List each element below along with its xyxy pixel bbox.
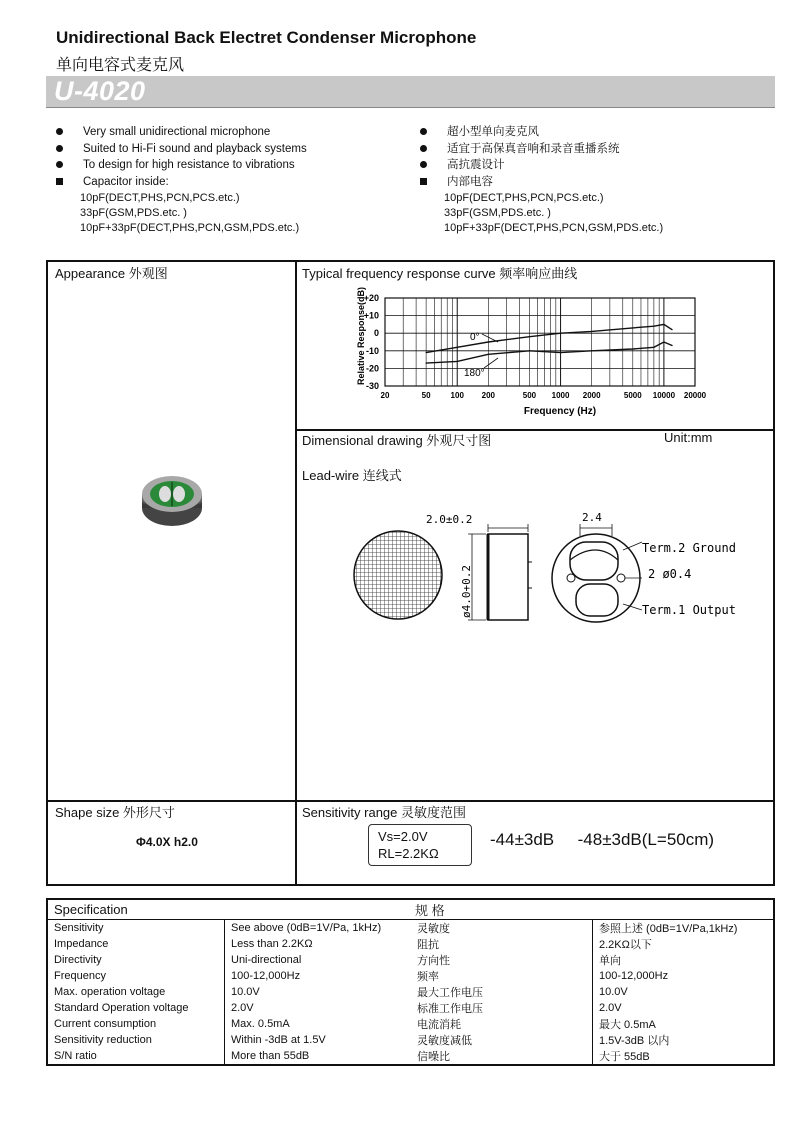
unit-label: Unit:mm xyxy=(664,430,713,445)
spec-name: Sensitivity reduction xyxy=(48,1032,225,1048)
sensitivity-range-label: Sensitivity range 灵敏度范围 xyxy=(302,805,466,820)
capacitor-option: 10pF+33pF(DECT,PHS,PCN,GSM,PDS.etc.) xyxy=(444,222,664,234)
lead-wire-label: Lead-wire 连线式 xyxy=(302,468,402,483)
chart-y-tick-label: -30 xyxy=(365,381,379,391)
chart-y-tick-label: +10 xyxy=(363,310,379,321)
chart-x-tick-label: 5000 xyxy=(623,391,642,400)
chart-data-point xyxy=(529,336,530,337)
model-number: U-4020 xyxy=(54,76,146,106)
load-resistance: RL=2.2KΩ xyxy=(378,846,439,861)
front-view xyxy=(354,531,442,619)
chart-x-tick-label: 200 xyxy=(481,391,496,400)
terminal-1-label: Term.1 Output xyxy=(642,603,736,617)
capacitor-option: 10pF(DECT,PHS,PCN,PCS.etc.) xyxy=(444,192,604,204)
chart-x-tick-label: 20000 xyxy=(683,391,707,400)
grid-divider xyxy=(295,262,297,884)
chart-data-point xyxy=(457,361,458,362)
table-row xyxy=(48,952,773,968)
spec-value-chinese: 最大 0.5mA xyxy=(599,1019,656,1031)
features-english xyxy=(56,124,396,235)
chart-y-tick-label: +20 xyxy=(363,293,379,303)
chart-y-tick-label: -20 xyxy=(365,363,379,374)
supply-voltage: Vs=2.0V xyxy=(378,829,428,844)
chart-x-tick-label: 1000 xyxy=(551,391,570,400)
spec-name: Impedance xyxy=(48,936,225,952)
spec-value: 2.0V xyxy=(231,1002,254,1014)
spec-value: 10.0V xyxy=(231,986,260,998)
bullet-icon xyxy=(56,128,63,135)
spec-name-chinese: 电流消耗 xyxy=(411,1016,593,1032)
spec-value-chinese: 大于 55dB xyxy=(599,1051,650,1063)
chart-data-point xyxy=(653,347,654,348)
hole-label: 2 ø0.4 xyxy=(648,567,692,581)
chart-data-point xyxy=(663,324,664,325)
spec-value: Within -3dB at 1.5V xyxy=(231,1034,326,1046)
frequency-response-chart xyxy=(340,284,740,424)
series-label-180deg: 180° xyxy=(464,368,485,379)
feature-item: Suited to Hi-Fi sound and playback systems xyxy=(56,141,396,158)
sensitivity-value: -44±3dB xyxy=(490,830,555,849)
spec-value-chinese: 1.5V-3dB 以内 xyxy=(599,1035,670,1047)
features-chinese xyxy=(420,124,760,235)
feature-item: Capacitor inside: xyxy=(56,174,396,191)
spec-name-chinese: 频率 xyxy=(411,968,593,984)
table-row xyxy=(48,1048,773,1064)
spec-value: See above (0dB=1V/Pa, 1kHz) xyxy=(231,922,382,934)
dimension-diameter: ø4.0+0.2 xyxy=(460,565,473,618)
spec-name-chinese: 最大工作电压 xyxy=(411,984,593,1000)
specification-table xyxy=(46,898,775,1066)
chart-x-tick-label: 100 xyxy=(450,391,464,400)
bullet-icon xyxy=(420,145,427,152)
spec-name-chinese: 阻抗 xyxy=(411,936,593,952)
chart-data-point xyxy=(632,348,633,349)
bullet-icon xyxy=(56,161,63,168)
capacitor-option: 33pF(GSM,PDS.etc. ) xyxy=(444,207,551,219)
spec-header-row xyxy=(48,900,773,920)
sensitivity-values xyxy=(490,830,714,850)
spec-value: More than 55dB xyxy=(231,1050,310,1062)
chart-data-point xyxy=(560,352,561,353)
series-label-0deg: 0° xyxy=(470,332,480,343)
chart-data-point xyxy=(671,345,672,346)
chart-y-tick-label: -10 xyxy=(365,345,379,356)
chart-x-tick-label: 2000 xyxy=(582,391,601,400)
chart-data-point xyxy=(426,363,427,364)
spec-name-chinese: 标准工作电压 xyxy=(411,1000,593,1016)
chart-x-tick-label: 50 xyxy=(421,391,431,400)
table-row xyxy=(48,1016,773,1032)
table-row xyxy=(48,936,773,952)
feature-item: To design for high resistance to vibrations xyxy=(56,157,396,174)
spec-value: Max. 0.5mA xyxy=(231,1018,290,1030)
appearance-label: Appearance 外观图 xyxy=(55,266,168,281)
chart-data-point xyxy=(653,326,654,327)
chart-plot-area xyxy=(385,298,695,386)
document-title-chinese: 单向电容式麦克风 xyxy=(56,55,185,74)
feature-item: 高抗震设计 xyxy=(420,157,760,174)
feature-item: 内部电容 xyxy=(420,174,760,191)
table-row xyxy=(48,1000,773,1016)
chart-data-point xyxy=(591,350,592,351)
chart-data-point xyxy=(671,329,672,330)
feature-item: 超小型单向麦克风 xyxy=(420,124,760,141)
document-title: Unidirectional Back Electret Condenser Microphone xyxy=(56,28,477,47)
chart-data-point xyxy=(426,352,427,353)
shape-size-value: Φ4.0X h2.0 xyxy=(136,835,198,849)
spec-name: S/N ratio xyxy=(48,1048,225,1064)
spec-value-chinese: 100-12,000Hz xyxy=(599,970,669,982)
spec-name-chinese: 信噪比 xyxy=(411,1048,593,1064)
table-row xyxy=(48,984,773,1000)
test-condition-box xyxy=(368,824,472,866)
chart-data-point xyxy=(632,327,633,328)
dimensional-drawing-label: Dimensional drawing 外观尺寸图 xyxy=(302,433,492,448)
square-bullet-icon xyxy=(56,178,63,185)
chart-data-point xyxy=(663,341,664,342)
spec-value-chinese: 2.2KΩ以下 xyxy=(599,939,652,951)
table-row xyxy=(48,968,773,984)
shape-size-label: Shape size 外形尺寸 xyxy=(55,805,175,820)
spec-name: Current consumption xyxy=(48,1016,225,1032)
chart-x-tick-label: 10000 xyxy=(652,391,676,400)
spec-value-chinese: 单向 xyxy=(599,955,621,967)
microphone-photo xyxy=(140,472,204,530)
chart-data-point xyxy=(591,331,592,332)
spec-name: Max. operation voltage xyxy=(48,984,225,1000)
capacitor-option: 10pF(DECT,PHS,PCN,PCS.etc.) xyxy=(80,192,240,204)
chart-data-point xyxy=(488,354,489,355)
dimension-width: 2.0±0.2 xyxy=(426,513,473,526)
chart-grid xyxy=(385,298,695,386)
chart-data-point xyxy=(488,341,489,342)
chart-x-tick-label: 500 xyxy=(522,391,537,400)
chart-data-point xyxy=(529,350,530,351)
sensitivity-value-distance: -48±3dB(L=50cm) xyxy=(577,830,715,849)
side-view xyxy=(468,524,532,620)
spec-value: Uni-directional xyxy=(231,954,302,966)
terminal-2-label: Term.2 Ground xyxy=(642,541,736,555)
table-row xyxy=(48,1032,773,1048)
spec-header-english: Specification xyxy=(48,900,411,920)
chart-x-tick-label: 20 xyxy=(380,391,390,400)
chart-y-tick-label: 0 xyxy=(373,328,379,339)
spec-name: Frequency xyxy=(48,968,225,984)
bullet-icon xyxy=(56,145,63,152)
feature-item: 适宜于高保真音响和录音重播系统 xyxy=(420,141,760,158)
spec-name: Sensitivity xyxy=(48,920,225,937)
spec-value: Less than 2.2KΩ xyxy=(231,938,313,950)
spec-name-chinese: 方向性 xyxy=(411,952,593,968)
square-bullet-icon xyxy=(420,178,427,185)
bullet-icon xyxy=(420,128,427,135)
spec-name-chinese: 灵敏度 xyxy=(411,920,593,937)
chart-x-axis-label: Frequency (Hz) xyxy=(523,406,597,417)
spec-name: Directivity xyxy=(48,952,225,968)
dimensional-drawing xyxy=(340,500,770,640)
spec-header-chinese: 规 格 xyxy=(411,900,773,920)
table-row xyxy=(48,920,773,937)
feature-item: Very small unidirectional microphone xyxy=(56,124,396,141)
spec-value-chinese: 2.0V xyxy=(599,1002,622,1014)
spec-value-chinese: 参照上述 (0dB=1V/Pa,1kHz) xyxy=(599,923,738,935)
chart-y-axis-label: Relative Response(dB) xyxy=(356,286,366,386)
spec-name-chinese: 灵敏度减低 xyxy=(411,1032,593,1048)
capacitor-option: 10pF+33pF(DECT,PHS,PCN,GSM,PDS.etc.) xyxy=(80,222,300,234)
spec-name: Standard Operation voltage xyxy=(48,1000,225,1016)
frequency-response-label: Typical frequency response curve 频率响应曲线 xyxy=(302,266,578,281)
chart-data-point xyxy=(560,333,561,334)
chart-data-point xyxy=(457,347,458,348)
model-banner xyxy=(46,76,775,108)
capacitor-option: 33pF(GSM,PDS.etc. ) xyxy=(80,207,187,219)
dimension-pitch: 2.4 xyxy=(582,511,602,524)
spec-value: 100-12,000Hz xyxy=(231,970,301,982)
bullet-icon xyxy=(420,161,427,168)
spec-value-chinese: 10.0V xyxy=(599,986,628,998)
rear-view xyxy=(552,524,642,622)
